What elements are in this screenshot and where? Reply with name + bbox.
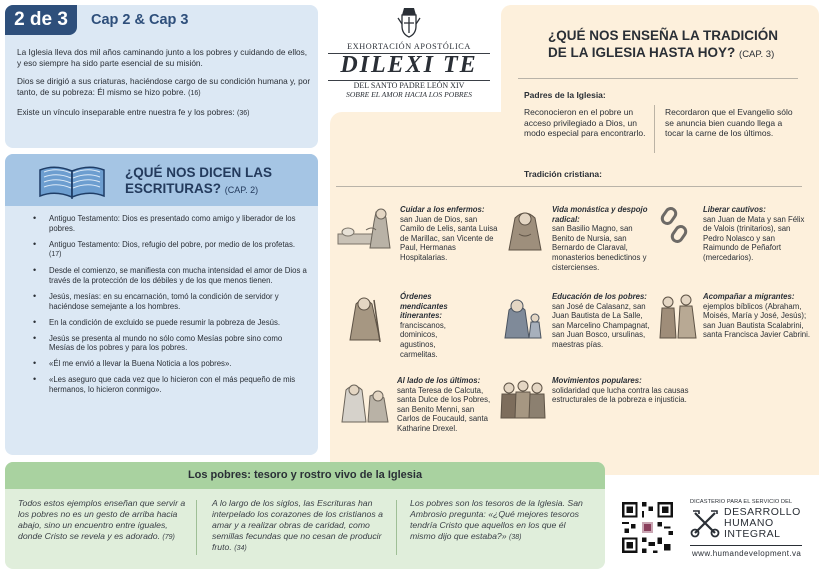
page-badge: 2 de 3 [5, 5, 77, 35]
list-item: • Antiguo Testamento: Dios es presentado como amigo y liberador de los pobres. [33, 214, 309, 234]
list-item: • «Les aseguro que cada vez que lo hicieron con el más pequeño de mis hermanos, lo hicieron conmigo». [33, 375, 309, 395]
intro-paragraph-2: Dios se dirigió a sus criaturas, haciéndose cargo de su condición humana y, por tanto, de su pobreza: Él mismo se hizo pobre. (16) [17, 76, 311, 97]
fathers-text-2: Recordaron que el Evangelio sólo se anuncia bien cuando llega a tocar la carne de los últimos. [665, 107, 793, 138]
scriptures-title: ¿QUÉ NOS DICEN LAS ESCRITURAS? (CAP. 2) [125, 165, 273, 196]
qr-code-icon[interactable] [620, 500, 675, 555]
intro-paragraph-3: Existe un vínculo inseparable entre nuestra fe y los pobres: (36) [17, 107, 250, 118]
tradition-cell-movements: Movimientos populares: solidaridad que lucha contra las causas estructurales de la pobreza e injusticia. [552, 376, 689, 405]
author-line: DEL SANTO PADRE LEÓN XIV [353, 81, 465, 90]
papal-coat-of-arms-icon [396, 6, 422, 38]
migrants-illustration [656, 290, 700, 342]
quote-1: Todos estos ejemplos enseñan que servir a los pobres no es un gesto de arriba hacia abajo, sino un encuentro entre iguales, donde Cristo se revela y es adorado. (79) [18, 498, 186, 541]
crossed-keys-icon [690, 508, 720, 538]
treasure-title: Los pobres: tesoro y rostro vivo de la Iglesia [187, 469, 423, 481]
scriptures-header [5, 154, 318, 206]
tradition-cell-sick: Cuidar a los enfermos: san Juan de Dios, san Camilo de Lelis, santa Luisa de Marillac, san Vicente de Paul, Hermanas Hospitalarias. [400, 205, 498, 262]
divider [336, 186, 802, 187]
education-illustration [497, 292, 545, 340]
popular-movements-illustration [497, 376, 549, 420]
dicastery-label: DICASTERIO PARA EL SERVICIO DEL [690, 499, 793, 505]
divider [396, 500, 397, 555]
quote-2: A lo largo de los siglos, las Escrituras han interpelado los corazones de los cristianos a amar y a realizar obras de caridad, como semillas fecundas que no cesan de producir fruto. (34) [212, 498, 383, 552]
caring-for-sick-illustration [336, 204, 396, 252]
scriptures-panel [5, 154, 318, 455]
mendicant-friar-illustration [340, 290, 388, 344]
tradition-cell-education: Educación de los pobres: san José de Calasanz, san Juan Bautista de La Salle, san Marcelino Champagnat, san Juan Bosco, ursulinas, maestras pías. [552, 292, 650, 349]
list-item: • Antiguo Testamento: Dios, refugio del pobre, por medio de los profetas. (17) [33, 240, 309, 261]
beside-the-least-illustration [338, 376, 394, 424]
list-item: • Jesús, mesías: en su encarnación, tomó la condición de servidor y haciéndose semejante a los hombres. [33, 292, 309, 312]
intro-paragraph-1: La Iglesia lleva dos mil años caminando junto a los pobres y cuidando de ellos, y eso siempre ha sido parte esencial de su misión. [17, 47, 308, 68]
dicastery-name: DESARROLLO HUMANO INTEGRAL [724, 506, 801, 540]
divider [690, 545, 802, 546]
tradition-cell-least: Al lado de los últimos: santa Teresa de Calcuta, santa Dulce de los Pobres, san Benito Menni, san Carlos de Foucauld, santa Katharine Drexel. [397, 376, 491, 433]
divider [518, 78, 798, 79]
divider [654, 105, 655, 153]
tradition-title: ¿QUÉ NOS ENSEÑA LA TRADICIÓN DE LA IGLESIA HASTA HOY? (CAP. 3) [548, 28, 779, 60]
scriptures-list [33, 214, 309, 401]
open-book-icon [37, 162, 107, 200]
list-item: • Jesús se presenta al mundo no sólo como Mesías pobre sino como Mesías de los pobres y para los pobres. [33, 334, 309, 354]
tradition-cell-captives: Liberar cautivos: san Juan de Mata y san Félix de Valois (trinitarios), san Pedro Nolasco y san Raimundo de Peñafort (mercedarios). [703, 205, 805, 262]
document-header [324, 4, 494, 104]
list-item: • «Él me envió a llevar la Buena Noticia a los pobres». [33, 359, 309, 369]
chapter-label: Cap 2 & Cap 3 [91, 12, 189, 28]
document-subtitle: SOBRE EL AMOR HACIA LOS POBRES [346, 90, 472, 99]
quote-3: Los pobres son los tesoros de la Iglesia. San Ambrosio pregunta: «¿Qué mejores tesoros tendría Cristo que aquellos en los que él mismo dijo que estaba?» (38) [410, 498, 583, 541]
tradition-cell-monastic: Vida monástica y despojo radical: san Basilio Magno, san Benito de Nursia, san Bernardo de Claraval, monasterios benedictinos y cistercienses. [552, 205, 648, 272]
fathers-text-1: Reconocieron en el pobre un acceso privilegiado a Dios, un modo especial para encontrarlo. [524, 107, 646, 138]
tradition-cell-migrants: Acompañar a migrantes: ejemplos bíblicos (Abraham, Moisés, María y José, Jesús); san Juan Bautista Scalabrini, santa Francisca Javier Cabrini. [703, 292, 811, 340]
dicastery-url-link[interactable]: www.humandevelopment.va [692, 549, 802, 558]
intro-text [17, 47, 312, 128]
fathers-heading: Padres de la Iglesia: [524, 90, 606, 100]
monk-illustration [501, 204, 549, 252]
divider [196, 500, 197, 555]
intro-panel [5, 5, 318, 148]
list-item: • Desde el comienzo, se manifiesta con mucha intensidad el amor de Dios a través de la protección de los débiles y de los que menos tienen. [33, 266, 309, 286]
document-title: DILEXI TE [340, 52, 478, 78]
exhortation-label: EXHORTACIÓN APOSTÓLICA [347, 42, 471, 51]
christian-tradition-heading: Tradición cristiana: [524, 169, 602, 179]
tradition-cell-mendicant: Órdenes mendicantes itinerantes: franciscanos, dominicos, agustinos, carmelitas. [400, 292, 448, 359]
broken-chain-icon [654, 204, 698, 248]
list-item: • En la condición de excluido se puede resumir la pobreza de Jesús. [33, 318, 309, 328]
